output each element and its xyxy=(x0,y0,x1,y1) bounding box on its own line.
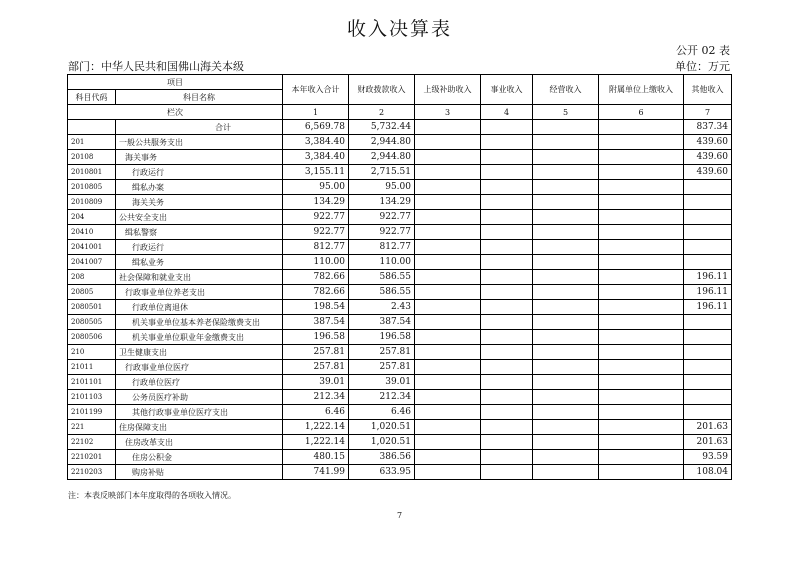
table-row xyxy=(68,345,732,360)
header-col-3: 上级补助收入 xyxy=(415,75,481,105)
value-cell xyxy=(415,450,481,465)
value-cell xyxy=(415,225,481,240)
value-cell xyxy=(481,450,533,465)
value-cell: 480.15 xyxy=(283,450,349,465)
value-cell xyxy=(481,165,533,180)
subject-name: 海关关务 xyxy=(116,195,283,210)
header-col-2: 财政拨款收入 xyxy=(349,75,415,105)
value-cell xyxy=(533,300,599,315)
value-cell: 1,020.51 xyxy=(349,435,415,450)
value-cell: 95.00 xyxy=(283,180,349,195)
value-cell xyxy=(415,345,481,360)
value-cell xyxy=(415,270,481,285)
subject-code: 2010805 xyxy=(68,180,116,195)
table-row xyxy=(68,420,732,435)
value-cell xyxy=(533,345,599,360)
value-cell xyxy=(415,300,481,315)
page-number: 7 xyxy=(396,511,403,520)
subject-code: 2101101 xyxy=(68,375,116,390)
value-cell xyxy=(481,300,533,315)
value-cell xyxy=(481,285,533,300)
value-cell xyxy=(684,225,732,240)
value-cell: 257.81 xyxy=(283,360,349,375)
table-note: 注：本表反映部门本年度取得的各项收入情况。 xyxy=(68,491,236,500)
value-cell xyxy=(415,435,481,450)
value-cell: 922.77 xyxy=(283,210,349,225)
value-cell xyxy=(599,300,684,315)
column-number-row xyxy=(68,105,732,120)
value-cell xyxy=(599,345,684,360)
header-col-1: 本年收入合计 xyxy=(283,75,349,105)
subject-code: 210 xyxy=(68,345,116,360)
value-cell xyxy=(415,360,481,375)
value-cell xyxy=(415,240,481,255)
value-cell: 741.99 xyxy=(283,465,349,480)
value-cell: 387.54 xyxy=(283,315,349,330)
value-cell xyxy=(533,285,599,300)
col-number: 7 xyxy=(684,105,732,120)
header-row-1 xyxy=(68,75,732,90)
unit-label: 单位：万元 xyxy=(675,60,730,73)
value-cell xyxy=(533,405,599,420)
value-cell: 439.60 xyxy=(684,135,732,150)
col-number: 3 xyxy=(415,105,481,120)
value-cell xyxy=(599,225,684,240)
value-cell xyxy=(684,345,732,360)
subject-name: 缉私办案 xyxy=(116,180,283,195)
subject-code xyxy=(68,120,116,135)
subject-name: 住房公积金 xyxy=(116,450,283,465)
subject-name: 合计 xyxy=(116,120,283,135)
subject-name: 公共安全支出 xyxy=(116,210,283,225)
value-cell xyxy=(481,255,533,270)
value-cell xyxy=(533,165,599,180)
value-cell xyxy=(684,255,732,270)
value-cell: 110.00 xyxy=(283,255,349,270)
value-cell: 196.11 xyxy=(684,300,732,315)
table-row xyxy=(68,315,732,330)
table-row xyxy=(68,450,732,465)
value-cell xyxy=(415,120,481,135)
table-row xyxy=(68,375,732,390)
subject-code: 2101103 xyxy=(68,390,116,405)
value-cell xyxy=(481,225,533,240)
value-cell: 586.55 xyxy=(349,270,415,285)
subject-name: 卫生健康支出 xyxy=(116,345,283,360)
value-cell xyxy=(415,195,481,210)
value-cell xyxy=(481,240,533,255)
value-cell xyxy=(533,150,599,165)
value-cell xyxy=(481,135,533,150)
subject-name: 住房保障支出 xyxy=(116,420,283,435)
value-cell: 812.77 xyxy=(283,240,349,255)
value-cell xyxy=(533,210,599,225)
value-cell xyxy=(599,360,684,375)
table-row xyxy=(68,150,732,165)
value-cell xyxy=(599,135,684,150)
table-row xyxy=(68,120,732,135)
col-number: 6 xyxy=(599,105,684,120)
subject-name: 机关事业单位基本养老保险缴费支出 xyxy=(116,315,283,330)
subject-code: 2210203 xyxy=(68,465,116,480)
table-row xyxy=(68,210,732,225)
col-number: 4 xyxy=(481,105,533,120)
subject-code: 2080501 xyxy=(68,300,116,315)
value-cell xyxy=(481,270,533,285)
subject-code: 2101199 xyxy=(68,405,116,420)
value-cell: 922.77 xyxy=(349,225,415,240)
value-cell xyxy=(415,330,481,345)
value-cell xyxy=(481,180,533,195)
page-title: 收入决算表 xyxy=(346,18,452,40)
value-cell xyxy=(684,315,732,330)
form-number: 公开 02 表 xyxy=(676,44,730,57)
subject-code: 2010801 xyxy=(68,165,116,180)
value-cell xyxy=(684,240,732,255)
value-cell: 212.34 xyxy=(283,390,349,405)
value-cell: 257.81 xyxy=(283,345,349,360)
value-cell xyxy=(533,450,599,465)
value-cell xyxy=(533,195,599,210)
value-cell xyxy=(481,435,533,450)
value-cell: 837.34 xyxy=(684,120,732,135)
value-cell: 386.56 xyxy=(349,450,415,465)
value-cell xyxy=(481,120,533,135)
value-cell xyxy=(599,285,684,300)
subject-name: 其他行政事业单位医疗支出 xyxy=(116,405,283,420)
table-row xyxy=(68,285,732,300)
value-cell: 196.58 xyxy=(283,330,349,345)
subject-name: 行政单位医疗 xyxy=(116,375,283,390)
subject-name: 海关事务 xyxy=(116,150,283,165)
table-row xyxy=(68,405,732,420)
value-cell xyxy=(533,255,599,270)
table-row xyxy=(68,180,732,195)
value-cell: 439.60 xyxy=(684,165,732,180)
subject-name: 公务员医疗补助 xyxy=(116,390,283,405)
value-cell: 3,155.11 xyxy=(283,165,349,180)
value-cell xyxy=(533,330,599,345)
department-label: 部门：中华人民共和国佛山海关本级 xyxy=(68,60,244,73)
value-cell: 196.11 xyxy=(684,270,732,285)
value-cell xyxy=(481,360,533,375)
table-row xyxy=(68,255,732,270)
value-cell: 782.66 xyxy=(283,285,349,300)
value-cell xyxy=(481,195,533,210)
value-cell xyxy=(415,420,481,435)
value-cell xyxy=(684,330,732,345)
value-cell xyxy=(533,240,599,255)
value-cell: 93.59 xyxy=(684,450,732,465)
value-cell xyxy=(533,360,599,375)
value-cell: 110.00 xyxy=(349,255,415,270)
subject-name: 行政运行 xyxy=(116,240,283,255)
col-number: 1 xyxy=(283,105,349,120)
value-cell xyxy=(599,165,684,180)
table-row xyxy=(68,435,732,450)
value-cell xyxy=(481,150,533,165)
value-cell: 196.11 xyxy=(684,285,732,300)
value-cell xyxy=(599,180,684,195)
header-code: 科目代码 xyxy=(68,90,116,105)
value-cell xyxy=(599,270,684,285)
subject-name: 缉私业务 xyxy=(116,255,283,270)
value-cell: 2.43 xyxy=(349,300,415,315)
header-col-7: 其他收入 xyxy=(684,75,732,105)
value-cell xyxy=(533,225,599,240)
value-cell xyxy=(533,120,599,135)
subject-name: 购房补贴 xyxy=(116,465,283,480)
value-cell xyxy=(533,180,599,195)
value-cell xyxy=(415,285,481,300)
subject-name: 行政事业单位医疗 xyxy=(116,360,283,375)
value-cell xyxy=(599,255,684,270)
table-row xyxy=(68,360,732,375)
value-cell: 108.04 xyxy=(684,465,732,480)
value-cell xyxy=(481,390,533,405)
value-cell: 5,732.44 xyxy=(349,120,415,135)
value-cell xyxy=(415,375,481,390)
value-cell: 201.63 xyxy=(684,420,732,435)
value-cell: 95.00 xyxy=(349,180,415,195)
value-cell xyxy=(599,150,684,165)
value-cell: 134.29 xyxy=(349,195,415,210)
value-cell xyxy=(684,195,732,210)
value-cell xyxy=(599,390,684,405)
table-row xyxy=(68,225,732,240)
subject-code: 204 xyxy=(68,210,116,225)
value-cell xyxy=(684,180,732,195)
value-cell xyxy=(481,465,533,480)
value-cell: 6.46 xyxy=(283,405,349,420)
subject-code: 20410 xyxy=(68,225,116,240)
value-cell xyxy=(684,405,732,420)
value-cell xyxy=(481,345,533,360)
table-row xyxy=(68,330,732,345)
value-cell: 586.55 xyxy=(349,285,415,300)
value-cell: 3,384.40 xyxy=(283,135,349,150)
subject-name: 一般公共服务支出 xyxy=(116,135,283,150)
value-cell xyxy=(415,210,481,225)
value-cell: 387.54 xyxy=(349,315,415,330)
value-cell: 922.77 xyxy=(283,225,349,240)
value-cell xyxy=(684,375,732,390)
lanci-label: 栏次 xyxy=(68,105,283,120)
col-number: 5 xyxy=(533,105,599,120)
value-cell xyxy=(415,135,481,150)
value-cell xyxy=(533,135,599,150)
subject-code: 20108 xyxy=(68,150,116,165)
value-cell xyxy=(533,390,599,405)
value-cell: 439.60 xyxy=(684,150,732,165)
subject-code: 2080506 xyxy=(68,330,116,345)
value-cell xyxy=(599,330,684,345)
value-cell: 39.01 xyxy=(283,375,349,390)
table-row xyxy=(68,270,732,285)
value-cell: 782.66 xyxy=(283,270,349,285)
table-row xyxy=(68,135,732,150)
value-cell xyxy=(599,420,684,435)
subject-name: 机关事业单位职业年金缴费支出 xyxy=(116,330,283,345)
value-cell: 922.77 xyxy=(349,210,415,225)
value-cell xyxy=(415,255,481,270)
value-cell xyxy=(481,315,533,330)
value-cell xyxy=(684,360,732,375)
header-item: 项目 xyxy=(68,75,283,90)
value-cell xyxy=(481,330,533,345)
value-cell xyxy=(684,390,732,405)
value-cell xyxy=(599,465,684,480)
value-cell xyxy=(533,435,599,450)
header-col-6: 附属单位上缴收入 xyxy=(599,75,684,105)
value-cell: 257.81 xyxy=(349,360,415,375)
value-cell xyxy=(481,210,533,225)
value-cell: 1,020.51 xyxy=(349,420,415,435)
value-cell: 6.46 xyxy=(349,405,415,420)
value-cell: 198.54 xyxy=(283,300,349,315)
value-cell xyxy=(481,375,533,390)
value-cell: 201.63 xyxy=(684,435,732,450)
value-cell xyxy=(481,405,533,420)
value-cell xyxy=(415,390,481,405)
value-cell xyxy=(599,210,684,225)
value-cell xyxy=(599,405,684,420)
subject-code: 20805 xyxy=(68,285,116,300)
value-cell xyxy=(533,420,599,435)
value-cell xyxy=(599,120,684,135)
value-cell xyxy=(599,195,684,210)
header-col-5: 经营收入 xyxy=(533,75,599,105)
subject-code: 201 xyxy=(68,135,116,150)
subject-code: 2041001 xyxy=(68,240,116,255)
table-row xyxy=(68,240,732,255)
value-cell: 1,222.14 xyxy=(283,435,349,450)
value-cell xyxy=(415,150,481,165)
income-table xyxy=(67,74,732,480)
value-cell xyxy=(599,435,684,450)
value-cell xyxy=(533,465,599,480)
value-cell xyxy=(533,270,599,285)
value-cell xyxy=(599,240,684,255)
value-cell xyxy=(415,405,481,420)
value-cell xyxy=(599,315,684,330)
value-cell xyxy=(533,315,599,330)
table-row xyxy=(68,195,732,210)
subject-code: 221 xyxy=(68,420,116,435)
subject-code: 2010809 xyxy=(68,195,116,210)
value-cell xyxy=(684,210,732,225)
col-number: 2 xyxy=(349,105,415,120)
value-cell: 2,944.80 xyxy=(349,135,415,150)
header-name: 科目名称 xyxy=(116,90,283,105)
value-cell: 39.01 xyxy=(349,375,415,390)
value-cell xyxy=(599,375,684,390)
header-col-4: 事业收入 xyxy=(481,75,533,105)
subject-name: 行政单位离退休 xyxy=(116,300,283,315)
value-cell: 134.29 xyxy=(283,195,349,210)
table-row xyxy=(68,165,732,180)
value-cell xyxy=(415,165,481,180)
subject-code: 21011 xyxy=(68,360,116,375)
subject-code: 2210201 xyxy=(68,450,116,465)
value-cell xyxy=(481,420,533,435)
value-cell xyxy=(415,180,481,195)
subject-name: 住房改革支出 xyxy=(116,435,283,450)
value-cell xyxy=(415,465,481,480)
table-row xyxy=(68,300,732,315)
subject-code: 2080505 xyxy=(68,315,116,330)
value-cell xyxy=(599,450,684,465)
subject-name: 行政事业单位养老支出 xyxy=(116,285,283,300)
value-cell: 812.77 xyxy=(349,240,415,255)
value-cell: 257.81 xyxy=(349,345,415,360)
subject-name: 缉私警察 xyxy=(116,225,283,240)
value-cell: 2,715.51 xyxy=(349,165,415,180)
subject-code: 2041007 xyxy=(68,255,116,270)
subject-name: 行政运行 xyxy=(116,165,283,180)
table-row xyxy=(68,465,732,480)
subject-code: 22102 xyxy=(68,435,116,450)
value-cell: 212.34 xyxy=(349,390,415,405)
subject-name: 社会保障和就业支出 xyxy=(116,270,283,285)
value-cell: 1,222.14 xyxy=(283,420,349,435)
table-row xyxy=(68,390,732,405)
value-cell xyxy=(533,375,599,390)
value-cell: 2,944.80 xyxy=(349,150,415,165)
value-cell xyxy=(415,315,481,330)
value-cell: 6,569.78 xyxy=(283,120,349,135)
value-cell: 633.95 xyxy=(349,465,415,480)
subject-code: 208 xyxy=(68,270,116,285)
value-cell: 196.58 xyxy=(349,330,415,345)
value-cell: 3,384.40 xyxy=(283,150,349,165)
